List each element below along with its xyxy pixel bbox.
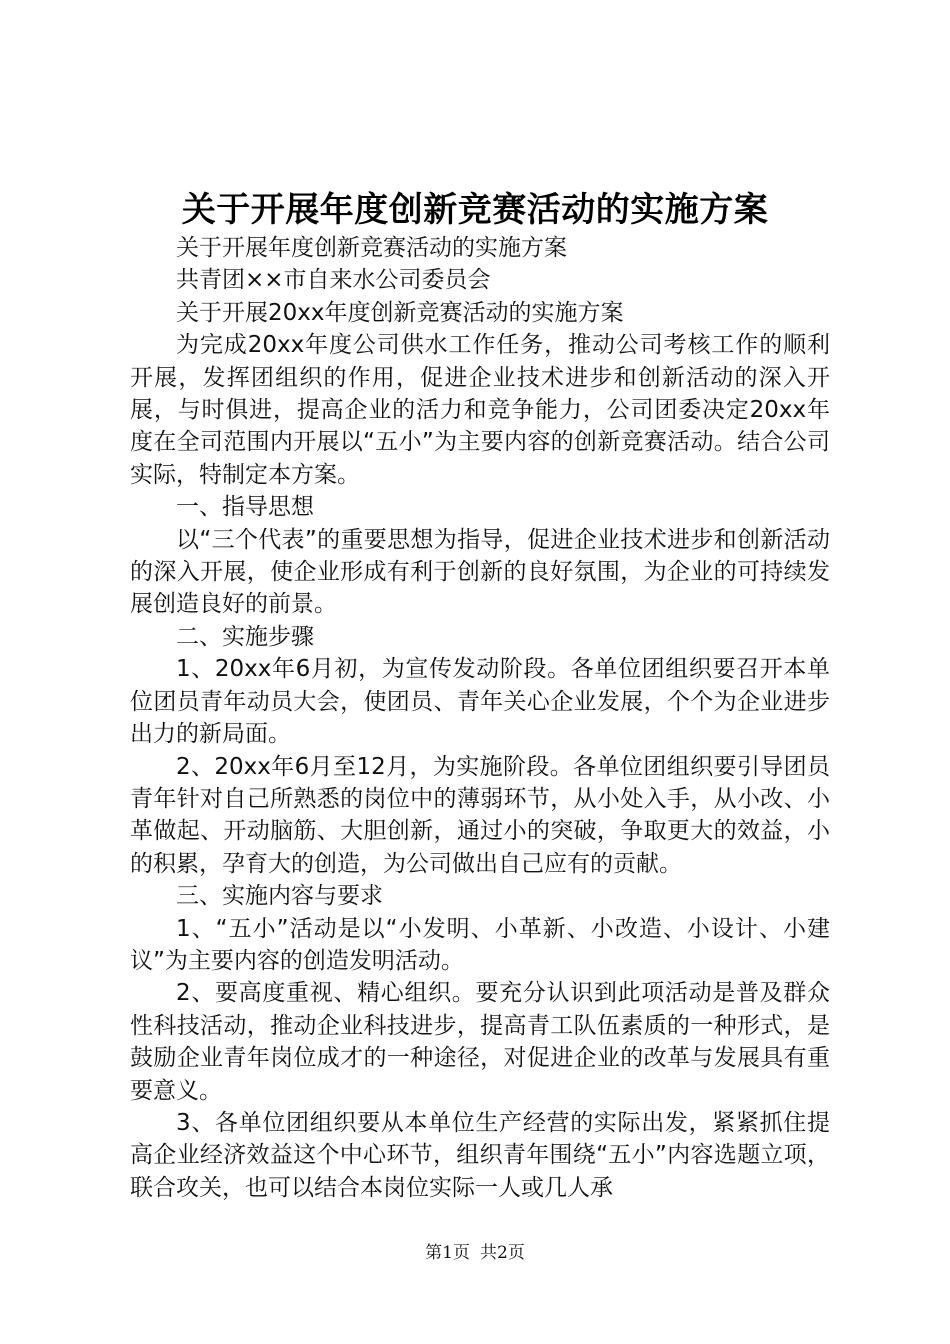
paragraph-content-2: 2、要高度重视、精心组织。要充分认识到此项活动是普及群众性科技活动，推动企业科技进步，提高青工队伍素质的一种形式，是鼓励企业青年岗位成才的一种途径，对促进企业的改革与发展具有重要意义。 <box>130 980 830 1104</box>
paragraph-heading-repeat: 关于开展年度创新竞赛活动的实施方案 <box>176 235 567 261</box>
paragraph-intro: 为完成20xx年度公司供水工作任务，推动公司考核工作的顺利开展，发挥团组织的作用，促进企业技术进步和创新活动的深入开展，与时俱进，提高企业的活力和竞争能力，公司团委决定20xx年度在全司范围内开展以“五小”为主要内容的创新竞赛活动。结合公司实际，特制定本方案。 <box>130 332 830 488</box>
page-number: 第1页 <box>425 1243 470 1263</box>
section-heading-content: 三、实施内容与要求 <box>176 883 383 910</box>
document-body <box>130 232 830 1204</box>
page-footer <box>0 1241 950 1265</box>
document-title: 关于开展年度创新竞赛活动的实施方案 <box>181 190 769 230</box>
paragraph-content-3: 3、各单位团组织要从本单位生产经营的实际出发，紧紧抓住提高企业经济效益这个中心环节，组织青年围绕“五小”内容选题立项，联合攻关，也可以结合本岗位实际一人或几人承 <box>130 1109 830 1201</box>
page-total: 共2页 <box>480 1243 525 1263</box>
section-heading-steps: 二、实施步骤 <box>176 623 314 650</box>
paragraph-content-1: 1、“五小”活动是以“小发明、小革新、小改造、小设计、小建议”为主要内容的创造发明活动。 <box>130 915 830 974</box>
section-heading-guiding-principle: 一、指导思想 <box>176 494 314 521</box>
paragraph-guiding-principle: 以“三个代表”的重要思想为指导，促进企业技术进步和创新活动的深入开展，使企业形成有利于创新的良好氛围，为企业的可持续发展创造良好的前景。 <box>130 526 830 618</box>
paragraph-issuer: 共青团××市自来水公司委员会 <box>176 267 491 294</box>
paragraph-step-1: 1、20xx年6月初，为宣传发动阶段。各单位团组织要召开本单位团员青年动员大会，使团员、青年关心企业发展，个个为企业进步出力的新局面。 <box>130 656 830 748</box>
paragraph-subtitle: 关于开展20xx年度创新竞赛活动的实施方案 <box>176 299 624 326</box>
paragraph-step-2: 2、20xx年6月至12月，为实施阶段。各单位团组织要引导团员青年针对自己所熟悉的岗位中的薄弱环节，从小处入手，从小改、小革做起、开动脑筋、大胆创新，通过小的突破，争取更大的效益，小的积累，孕育大的创造，为公司做出自己应有的贡献。 <box>130 753 830 877</box>
